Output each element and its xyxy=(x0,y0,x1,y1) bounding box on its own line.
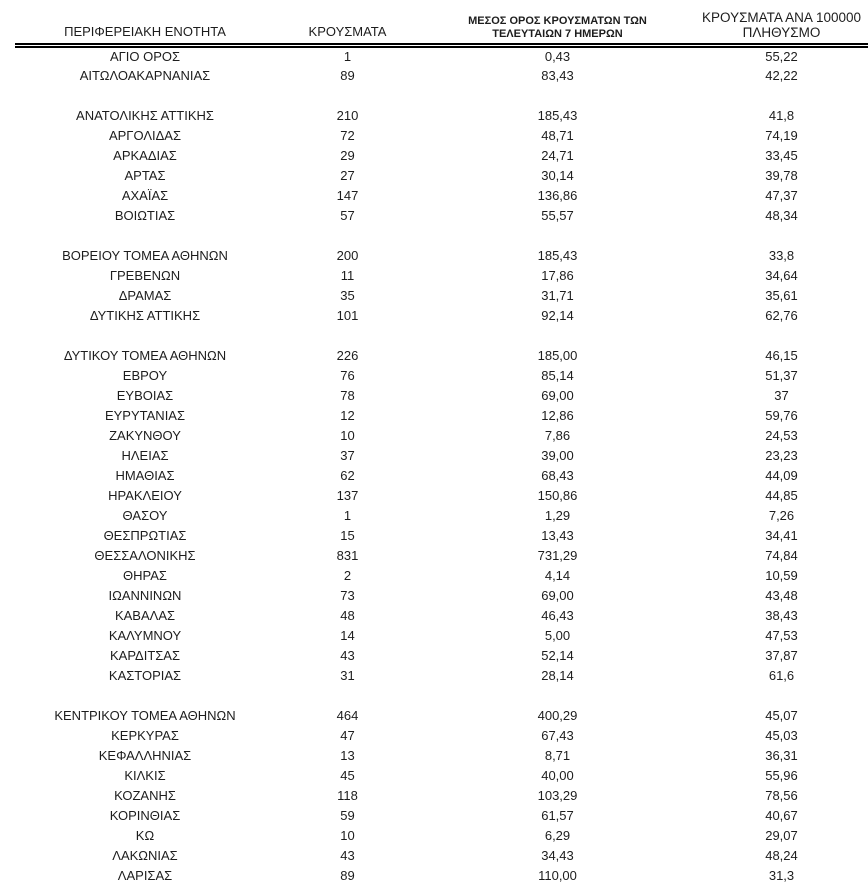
table-row xyxy=(15,786,868,806)
table-row xyxy=(15,526,868,546)
per100k-cell: 46,15 xyxy=(765,348,798,363)
cases-cell: 43 xyxy=(340,848,355,863)
avg7-cell: 17,86 xyxy=(541,268,574,283)
table-row xyxy=(15,626,868,646)
cases-cell: 11 xyxy=(340,268,355,283)
region-cell: ΗΛΕΙΑΣ xyxy=(121,448,169,463)
per100k-cell xyxy=(695,226,868,246)
cases-cell: 89 xyxy=(340,868,355,883)
table-row xyxy=(15,246,868,266)
avg7-cell: 185,43 xyxy=(537,248,578,263)
avg7-cell: 185,43 xyxy=(537,108,578,123)
table-row xyxy=(15,586,868,606)
per100k-cell: 48,24 xyxy=(765,848,798,863)
avg7-cell: 61,57 xyxy=(541,808,574,823)
cases-cell: 101 xyxy=(336,308,359,323)
table-row xyxy=(15,186,868,206)
per100k-cell: 35,61 xyxy=(765,288,798,303)
region-cell xyxy=(15,86,275,106)
separator-row xyxy=(15,326,868,346)
table-row xyxy=(15,166,868,186)
per100k-cell: 34,41 xyxy=(765,528,798,543)
cases-cell: 210 xyxy=(336,108,359,123)
header-cases-label: ΚΡΟΥΣΜΑΤΑ xyxy=(308,24,387,40)
avg7-cell: 0,43 xyxy=(544,49,571,65)
cases-cell xyxy=(275,86,420,106)
region-cell: ΑΝΑΤΟΛΙΚΗΣ ΑΤΤΙΚΗΣ xyxy=(76,108,214,123)
per100k-cell: 10,59 xyxy=(765,568,798,583)
separator-row xyxy=(15,226,868,246)
per100k-cell: 34,64 xyxy=(765,268,798,283)
cases-cell: 137 xyxy=(336,488,359,503)
header-cases xyxy=(275,0,420,46)
region-cell: ΚΕΦΑΛΛΗΝΙΑΣ xyxy=(98,748,192,763)
cases-cell: 29 xyxy=(340,148,355,163)
per100k-cell: 74,19 xyxy=(765,128,798,143)
cases-cell: 10 xyxy=(340,428,355,443)
cases-cell: 43 xyxy=(340,648,355,663)
avg7-cell: 4,14 xyxy=(544,568,571,583)
per100k-cell xyxy=(695,686,868,706)
per100k-cell: 7,26 xyxy=(768,508,795,523)
region-cell: ΚΟΡΙΝΘΙΑΣ xyxy=(109,808,181,823)
region-cell: ΘΑΣΟΥ xyxy=(122,508,168,523)
per100k-cell: 37,87 xyxy=(765,648,798,663)
cases-cell xyxy=(275,686,420,706)
per100k-cell: 39,78 xyxy=(765,168,798,183)
region-cell: ΚΑΛΥΜΝΟΥ xyxy=(108,628,182,643)
region-cell: ΚΑΡΔΙΤΣΑΣ xyxy=(109,648,181,663)
region-cell: ΔΥΤΙΚΟΥ ΤΟΜΕΑ ΑΘΗΝΩΝ xyxy=(63,348,227,363)
table-row xyxy=(15,766,868,786)
region-cell: ΑΡΓΟΛΙΔΑΣ xyxy=(108,128,182,143)
region-cell: ΚΑΒΑΛΑΣ xyxy=(114,608,176,623)
regional-cases-table xyxy=(15,0,868,886)
table-row xyxy=(15,806,868,826)
avg7-cell: 85,14 xyxy=(541,368,574,383)
per100k-cell xyxy=(695,86,868,106)
region-cell: ΑΧΑΪΑΣ xyxy=(121,188,169,203)
separator-row xyxy=(15,86,868,106)
cases-cell: 1 xyxy=(343,49,352,65)
table-row xyxy=(15,266,868,286)
per100k-cell: 51,37 xyxy=(765,368,798,383)
table-row xyxy=(15,846,868,866)
header-per100k-line1: ΚΡΟΥΣΜΑΤΑ ΑΝΑ 100000 xyxy=(702,9,861,25)
header-region-label: ΠΕΡΙΦΕΡΕΙΑΚΗ ΕΝΟΤΗΤΑ xyxy=(64,24,226,40)
avg7-cell: 55,57 xyxy=(541,208,574,223)
table-row xyxy=(15,406,868,426)
region-cell: ΛΑΚΩΝΙΑΣ xyxy=(112,848,178,863)
header-avg7-line1: ΜΕΣΟΣ ΟΡΟΣ ΚΡΟΥΣΜΑΤΩΝ ΤΩΝ xyxy=(468,15,647,28)
per100k-cell: 78,56 xyxy=(765,788,798,803)
table-row xyxy=(15,66,868,86)
avg7-cell: 46,43 xyxy=(541,608,574,623)
cases-cell: 31 xyxy=(340,668,355,683)
table-row xyxy=(15,106,868,126)
region-cell: ΕΒΡΟΥ xyxy=(122,368,168,383)
avg7-cell: 39,00 xyxy=(541,448,574,463)
separator-row xyxy=(15,686,868,706)
region-cell: ΕΥΡΥΤΑΝΙΑΣ xyxy=(104,408,186,423)
avg7-cell: 5,00 xyxy=(544,628,571,643)
table-row xyxy=(15,826,868,846)
region-cell xyxy=(15,686,275,706)
cases-cell: 72 xyxy=(340,128,355,143)
region-cell: ΚΕΡΚΥΡΑΣ xyxy=(111,728,179,743)
avg7-cell: 69,00 xyxy=(541,388,574,403)
per100k-cell: 45,07 xyxy=(765,708,798,723)
per100k-cell: 31,3 xyxy=(768,868,795,883)
avg7-cell: 8,71 xyxy=(544,748,571,763)
avg7-cell: 7,86 xyxy=(544,428,571,443)
region-cell: ΑΡΤΑΣ xyxy=(124,168,166,183)
cases-cell: 35 xyxy=(340,288,355,303)
table-row xyxy=(15,206,868,226)
header-avg7 xyxy=(420,0,695,46)
header-avg7-line2: ΤΕΛΕΥΤΑΙΩΝ 7 ΗΜΕΡΩΝ xyxy=(492,27,623,40)
cases-cell: 831 xyxy=(336,548,359,563)
table-row xyxy=(15,46,868,66)
cases-cell xyxy=(275,326,420,346)
cases-cell: 13 xyxy=(340,748,355,763)
cases-cell: 464 xyxy=(336,708,359,723)
table-row xyxy=(15,486,868,506)
cases-cell: 118 xyxy=(337,788,358,803)
cases-cell: 15 xyxy=(340,528,355,543)
per100k-cell: 23,23 xyxy=(765,448,798,463)
cases-cell: 200 xyxy=(336,248,359,263)
table-row xyxy=(15,606,868,626)
per100k-cell: 61,6 xyxy=(768,668,795,683)
cases-cell: 89 xyxy=(340,68,355,83)
avg7-cell: 400,29 xyxy=(537,708,578,723)
table-row xyxy=(15,466,868,486)
per100k-cell: 47,53 xyxy=(765,628,798,643)
region-cell: ΓΡΕΒΕΝΩΝ xyxy=(109,268,181,283)
table-row xyxy=(15,546,868,566)
region-cell: ΑΡΚΑΔΙΑΣ xyxy=(113,148,177,163)
avg7-cell: 67,43 xyxy=(541,728,574,743)
avg7-cell: 40,00 xyxy=(541,768,574,783)
avg7-cell: 110,00 xyxy=(538,868,577,883)
cases-cell: 10 xyxy=(340,828,355,843)
region-cell: ΘΗΡΑΣ xyxy=(123,568,167,583)
cases-cell: 59 xyxy=(340,808,355,823)
per100k-cell: 33,8 xyxy=(768,248,795,263)
per100k-cell: 24,53 xyxy=(765,428,798,443)
region-cell xyxy=(15,226,275,246)
cases-cell: 14 xyxy=(340,628,355,643)
cases-cell: 226 xyxy=(336,348,359,363)
avg7-cell: 69,00 xyxy=(541,588,574,603)
region-cell: ΚΕΝΤΡΙΚΟΥ ΤΟΜΕΑ ΑΘΗΝΩΝ xyxy=(54,708,236,723)
cases-cell: 1 xyxy=(343,508,352,523)
table-row xyxy=(15,666,868,686)
avg7-cell: 24,71 xyxy=(541,148,574,163)
header-per100k xyxy=(695,0,868,46)
per100k-cell: 41,8 xyxy=(768,108,795,123)
region-cell: ΘΕΣΠΡΩΤΙΑΣ xyxy=(103,528,187,543)
cases-cell: 2 xyxy=(343,568,352,583)
avg7-cell: 150,86 xyxy=(537,488,578,503)
cases-cell: 48 xyxy=(340,608,355,623)
avg7-cell: 48,71 xyxy=(541,128,574,143)
table-row xyxy=(15,446,868,466)
per100k-cell: 36,31 xyxy=(765,748,798,763)
region-cell: ΚΟΖΑΝΗΣ xyxy=(114,788,176,803)
cases-cell xyxy=(275,226,420,246)
avg7-cell: 13,43 xyxy=(541,528,574,543)
table-row xyxy=(15,646,868,666)
avg7-cell xyxy=(420,86,695,106)
per100k-cell: 55,22 xyxy=(765,49,798,65)
per100k-cell: 38,43 xyxy=(765,608,798,623)
header-row xyxy=(15,0,868,46)
cases-cell: 37 xyxy=(340,448,355,463)
per100k-cell: 48,34 xyxy=(765,208,798,223)
cases-cell: 147 xyxy=(336,188,359,203)
region-cell: ΔΡΑΜΑΣ xyxy=(118,288,172,303)
table-row xyxy=(15,506,868,526)
header-per100k-line2: ΠΛΗΘΥΣΜΟ xyxy=(742,24,821,40)
region-cell: ΖΑΚΥΝΘΟΥ xyxy=(109,428,181,443)
avg7-cell: 12,86 xyxy=(541,408,574,423)
avg7-cell: 731,29 xyxy=(537,548,578,563)
region-cell: ΑΙΤΩΛΟΑΚΑΡΝΑΝΙΑΣ xyxy=(79,68,211,83)
avg7-cell: 83,43 xyxy=(541,68,574,83)
per100k-cell: 40,67 xyxy=(765,808,798,823)
cases-cell: 76 xyxy=(340,368,355,383)
cases-cell: 57 xyxy=(340,208,355,223)
cases-cell: 62 xyxy=(340,468,355,483)
avg7-cell: 185,00 xyxy=(537,348,578,363)
cases-cell: 47 xyxy=(340,728,355,743)
avg7-cell: 136,86 xyxy=(537,188,578,203)
table-row xyxy=(15,366,868,386)
avg7-cell: 52,14 xyxy=(541,648,574,663)
table-row xyxy=(15,706,868,726)
per100k-cell: 42,22 xyxy=(765,68,798,83)
per100k-cell: 44,09 xyxy=(765,468,798,483)
per100k-cell: 29,07 xyxy=(765,828,798,843)
table-row xyxy=(15,746,868,766)
table-row xyxy=(15,346,868,366)
per100k-cell: 47,37 xyxy=(765,188,798,203)
avg7-cell xyxy=(420,326,695,346)
per100k-cell: 33,45 xyxy=(765,148,798,163)
per100k-cell: 74,84 xyxy=(765,548,798,563)
region-cell: ΕΥΒΟΙΑΣ xyxy=(116,388,174,403)
table-row xyxy=(15,426,868,446)
region-cell: ΛΑΡΙΣΑΣ xyxy=(117,868,173,883)
table-row xyxy=(15,386,868,406)
table-header xyxy=(15,0,868,46)
region-cell: ΗΜΑΘΙΑΣ xyxy=(115,468,175,483)
avg7-cell: 34,43 xyxy=(541,848,574,863)
per100k-cell: 45,03 xyxy=(765,728,798,743)
avg7-cell: 31,71 xyxy=(541,288,574,303)
per100k-cell: 37 xyxy=(774,388,789,403)
cases-cell: 27 xyxy=(340,168,355,183)
table-row xyxy=(15,866,868,886)
region-cell: ΚΑΣΤΟΡΙΑΣ xyxy=(108,668,182,683)
table-row xyxy=(15,566,868,586)
region-cell: ΚΙΛΚΙΣ xyxy=(124,768,166,783)
region-cell: ΒΟΙΩΤΙΑΣ xyxy=(114,208,176,223)
avg7-cell: 30,14 xyxy=(541,168,574,183)
cases-cell: 12 xyxy=(340,408,355,423)
cases-cell: 73 xyxy=(340,588,355,603)
table-row xyxy=(15,726,868,746)
per100k-cell xyxy=(695,326,868,346)
per100k-cell: 55,96 xyxy=(765,768,798,783)
region-cell xyxy=(15,326,275,346)
region-cell: ΒΟΡΕΙΟΥ ΤΟΜΕΑ ΑΘΗΝΩΝ xyxy=(62,248,228,263)
region-cell: ΘΕΣΣΑΛΟΝΙΚΗΣ xyxy=(94,548,196,563)
region-cell: ΙΩΑΝΝΙΝΩΝ xyxy=(108,588,182,603)
header-region xyxy=(15,0,275,46)
per100k-cell: 44,85 xyxy=(765,488,798,503)
table-row xyxy=(15,286,868,306)
avg7-cell: 1,29 xyxy=(544,508,571,523)
table-row xyxy=(15,146,868,166)
cases-cell: 45 xyxy=(340,768,355,783)
region-cell: ΚΩ xyxy=(135,828,155,843)
avg7-cell: 68,43 xyxy=(541,468,574,483)
region-cell: ΑΓΙΟ ΟΡΟΣ xyxy=(109,49,181,65)
table-row xyxy=(15,126,868,146)
avg7-cell: 28,14 xyxy=(541,668,574,683)
per100k-cell: 43,48 xyxy=(765,588,798,603)
region-cell: ΔΥΤΙΚΗΣ ΑΤΤΙΚΗΣ xyxy=(89,308,201,323)
region-cell: ΗΡΑΚΛΕΙΟΥ xyxy=(108,488,182,503)
avg7-cell: 103,29 xyxy=(537,788,578,803)
avg7-cell xyxy=(420,686,695,706)
per100k-cell: 62,76 xyxy=(765,308,798,323)
table-row xyxy=(15,306,868,326)
cases-cell: 78 xyxy=(340,388,355,403)
per100k-cell: 59,76 xyxy=(765,408,798,423)
avg7-cell: 92,14 xyxy=(541,308,574,323)
table-body xyxy=(15,46,868,886)
avg7-cell: 6,29 xyxy=(544,828,571,843)
avg7-cell xyxy=(420,226,695,246)
